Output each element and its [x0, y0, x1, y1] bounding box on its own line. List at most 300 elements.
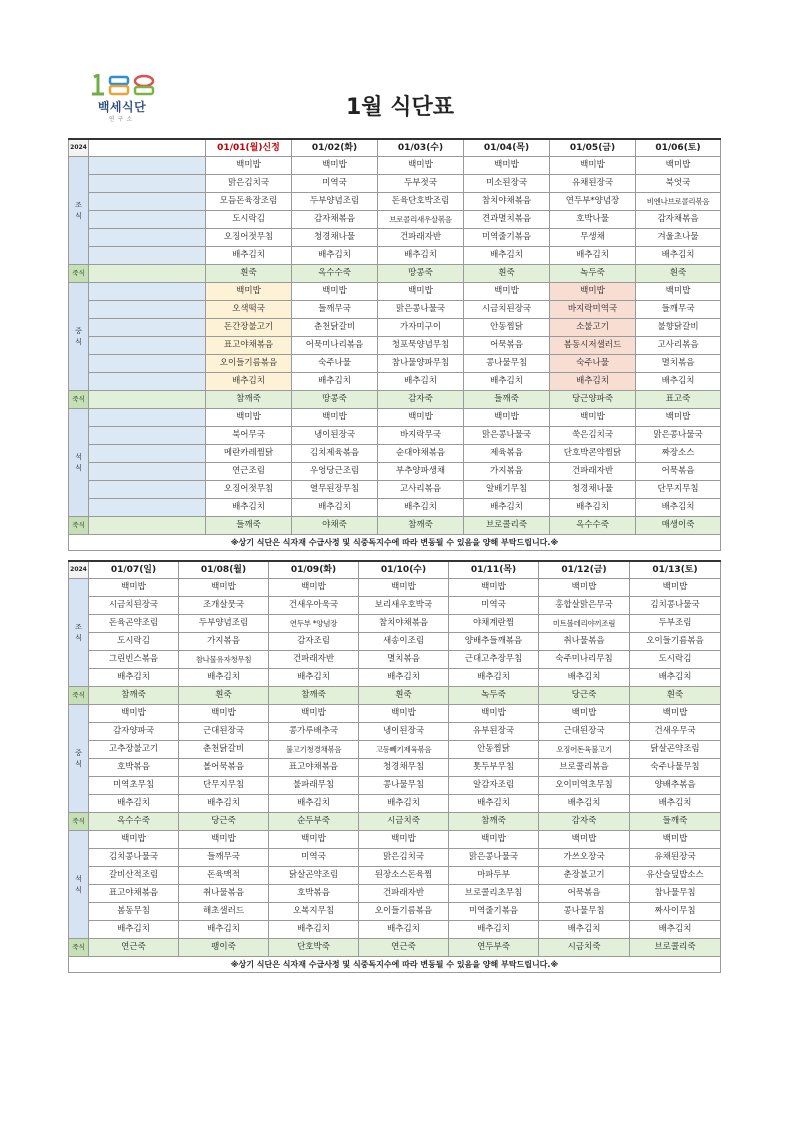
- menu-item-cell: 시금치된장국: [89, 597, 179, 615]
- menu-item-cell: 백미밥: [179, 831, 269, 849]
- porridge-cell: 옥수수죽: [89, 813, 179, 831]
- day-header: 01/01(월)신정: [206, 139, 292, 157]
- header-row: [69, 561, 721, 579]
- lunch-row: [69, 301, 721, 319]
- menu-item-cell: 오징어젓무침: [206, 481, 292, 499]
- menu-item-cell: 호박볶음: [89, 759, 179, 777]
- menu-item-cell: 닭살곤약조림: [630, 741, 721, 759]
- menu-item-cell: 해초샐러드: [179, 903, 269, 921]
- menu-item-cell: 미역국: [449, 597, 539, 615]
- porridge-row: [69, 265, 721, 283]
- menu-item-cell: 백미밥: [89, 705, 179, 723]
- menu-item-cell: 숙주나물: [292, 355, 378, 373]
- menu-item-cell: 백미밥: [179, 705, 269, 723]
- menu-item-cell: 감자채볶음: [636, 211, 721, 229]
- day-header: 01/11(목): [449, 561, 539, 579]
- menu-item-cell: 참치야채볶음: [359, 615, 449, 633]
- menu-item-cell: 유산슬덮밥소스: [630, 867, 721, 885]
- menu-item-cell: [89, 229, 206, 247]
- menu-item-cell: 건새우아욱국: [269, 597, 359, 615]
- lunch-row: [69, 373, 721, 391]
- menu-item-cell: 배추김치: [359, 921, 449, 939]
- menu-item-cell: 열무된장무침: [292, 481, 378, 499]
- menu-item-cell: 백미밥: [378, 409, 464, 427]
- menu-item-cell: 시금치된장국: [464, 301, 550, 319]
- menu-item-cell: 도시락김: [630, 651, 721, 669]
- menu-item-cell: 배추김치: [179, 921, 269, 939]
- menu-item-cell: 부추양파생채: [378, 463, 464, 481]
- lunch-row: [69, 759, 721, 777]
- menu-item-cell: 김치콩나물국: [89, 849, 179, 867]
- menu-item-cell: 청경채나물: [292, 229, 378, 247]
- menu-item-cell: 배추김치: [378, 499, 464, 517]
- breakfast-row: [69, 669, 721, 687]
- lunch-row: [69, 355, 721, 373]
- porridge-cell: 옥수수죽: [550, 517, 636, 535]
- porridge-cell: 감자죽: [539, 813, 630, 831]
- menu-item-cell: 춘천닭갈비: [292, 319, 378, 337]
- menu-item-cell: 백미밥: [359, 579, 449, 597]
- menu-item-cell: 백미밥: [449, 579, 539, 597]
- porridge-row: [69, 939, 721, 957]
- breakfast-row: [69, 157, 721, 175]
- menu-item-cell: 백미밥: [269, 579, 359, 597]
- dinner-row: [69, 427, 721, 445]
- menu-item-cell: 취나물볶음: [539, 633, 630, 651]
- menu-item-cell: [89, 355, 206, 373]
- menu-item-cell: 배추김치: [630, 795, 721, 813]
- menu-item-cell: 가지볶음: [179, 633, 269, 651]
- porridge-cell: 흰죽: [464, 265, 550, 283]
- menu-item-cell: 불고기청경채볶음: [269, 741, 359, 759]
- menu-item-cell: 배추김치: [89, 921, 179, 939]
- header-row: [69, 139, 721, 157]
- menu-item-cell: [89, 445, 206, 463]
- porridge-cell: 흰죽: [179, 687, 269, 705]
- menu-item-cell: [89, 409, 206, 427]
- breakfast-label: 조 식: [69, 157, 89, 265]
- menu-item-cell: 미역줄기볶음: [464, 229, 550, 247]
- day-header: 01/04(목): [464, 139, 550, 157]
- menu-item-cell: 건새우무국: [630, 723, 721, 741]
- porridge-cell: 참깨죽: [378, 517, 464, 535]
- menu-item-cell: 배추김치: [464, 247, 550, 265]
- menu-item-cell: 숙주미나리무침: [539, 651, 630, 669]
- menu-item-cell: 배추김치: [179, 669, 269, 687]
- menu-item-cell: 들깨무국: [636, 301, 721, 319]
- menu-item-cell: 백미밥: [378, 157, 464, 175]
- menu-item-cell: 백미밥: [636, 283, 721, 301]
- menu-item-cell: [89, 481, 206, 499]
- menu-item-cell: 브로콜리초무침: [449, 885, 539, 903]
- week2-menu-table: [68, 560, 721, 973]
- porridge-row: [69, 813, 721, 831]
- lunch-label: 중 식: [69, 283, 89, 391]
- breakfast-row: [69, 633, 721, 651]
- menu-item-cell: 백미밥: [630, 579, 721, 597]
- breakfast-label: 조 식: [69, 579, 89, 687]
- menu-item-cell: 어묵미나리볶음: [292, 337, 378, 355]
- year-label: 2024: [69, 561, 89, 579]
- logo-name: 백세식단: [97, 100, 147, 114]
- menu-item-cell: 두부양념조림: [179, 615, 269, 633]
- menu-item-cell: 배추김치: [550, 373, 636, 391]
- porridge-cell: 참깨죽: [206, 391, 292, 409]
- menu-item-cell: 배추김치: [539, 669, 630, 687]
- menu-item-cell: 북엇국: [636, 175, 721, 193]
- menu-item-cell: 그린빈스볶음: [89, 651, 179, 669]
- menu-item-cell: 냉이된장국: [292, 427, 378, 445]
- menu-item-cell: 들깨무국: [292, 301, 378, 319]
- menu-item-cell: 배추김치: [550, 247, 636, 265]
- porridge-row: [69, 517, 721, 535]
- menu-item-cell: 청경채무침: [359, 759, 449, 777]
- menu-item-cell: 백미밥: [539, 831, 630, 849]
- brand-logo: [84, 74, 160, 124]
- menu-item-cell: 춘천닭갈비: [179, 741, 269, 759]
- menu-item-cell: 오징어젓무침: [206, 229, 292, 247]
- porridge-cell: 흰죽: [206, 265, 292, 283]
- porridge-label: 죽식: [69, 813, 89, 831]
- menu-item-cell: 호박볶음: [269, 885, 359, 903]
- lunch-row: [69, 705, 721, 723]
- menu-item-cell: 멸치볶음: [359, 651, 449, 669]
- porridge-cell: 참깨죽: [269, 687, 359, 705]
- breakfast-row: [69, 175, 721, 193]
- menu-item-cell: 배추김치: [359, 795, 449, 813]
- day-header: 01/06(토): [636, 139, 721, 157]
- menu-item-cell: 가자미구이: [378, 319, 464, 337]
- menu-item-cell: 배추김치: [449, 669, 539, 687]
- menu-item-cell: 미역줄기볶음: [449, 903, 539, 921]
- menu-item-cell: 배추김치: [378, 373, 464, 391]
- menu-item-cell: 모듬돈육장조림: [206, 193, 292, 211]
- menu-item-cell: 취나물볶음: [179, 885, 269, 903]
- menu-item-cell: 콩나물무침: [359, 777, 449, 795]
- menu-item-cell: 콩가루배추국: [269, 723, 359, 741]
- menu-item-cell: 고사리볶음: [378, 481, 464, 499]
- menu-item-cell: 야채계란찜: [449, 615, 539, 633]
- menu-item-cell: 참나물유자청무침: [179, 651, 269, 669]
- menu-item-cell: 배추김치: [359, 669, 449, 687]
- day-header: 01/08(월): [179, 561, 269, 579]
- menu-item-cell: 냉이된장국: [359, 723, 449, 741]
- menu-item-cell: 배추김치: [636, 373, 721, 391]
- menu-item-cell: 미역국: [292, 175, 378, 193]
- menu-item-cell: 배추김치: [179, 795, 269, 813]
- menu-item-cell: 백미밥: [539, 579, 630, 597]
- menu-item-cell: 소불고기: [550, 319, 636, 337]
- breakfast-row: [69, 651, 721, 669]
- dinner-row: [69, 445, 721, 463]
- menu-item-cell: [89, 175, 206, 193]
- menu-item-cell: 알배기무침: [464, 481, 550, 499]
- porridge-row: [69, 687, 721, 705]
- menu-item-cell: 유채된장국: [630, 849, 721, 867]
- menu-item-cell: 유채된장국: [550, 175, 636, 193]
- menu-item-cell: 어묵볶음: [464, 337, 550, 355]
- menu-item-cell: 배추김치: [89, 669, 179, 687]
- porridge-cell: [89, 265, 206, 283]
- menu-item-cell: 김치콩나물국: [630, 597, 721, 615]
- lunch-row: [69, 283, 721, 301]
- menu-item-cell: 안동찜닭: [449, 741, 539, 759]
- menu-item-cell: [89, 427, 206, 445]
- menu-item-cell: 어묵볶음: [539, 885, 630, 903]
- porridge-row: [69, 391, 721, 409]
- menu-item-cell: 배추김치: [464, 499, 550, 517]
- menu-item-cell: 백미밥: [206, 157, 292, 175]
- menu-item-cell: [89, 337, 206, 355]
- dinner-row: [69, 867, 721, 885]
- menu-item-cell: 배추김치: [449, 921, 539, 939]
- menu-item-cell: 고등빼기제육볶음: [359, 741, 449, 759]
- dinner-row: [69, 849, 721, 867]
- menu-item-cell: 건파래자반: [269, 651, 359, 669]
- menu-item-cell: [89, 301, 206, 319]
- menu-item-cell: 맑은콩나물국: [636, 427, 721, 445]
- menu-item-cell: 짜장소스: [636, 445, 721, 463]
- menu-item-cell: 감자채볶음: [292, 211, 378, 229]
- menu-item-cell: 미소된장국: [464, 175, 550, 193]
- menu-item-cell: 알감자조림: [449, 777, 539, 795]
- menu-item-cell: 백미밥: [550, 283, 636, 301]
- menu-item-cell: 비엔나브로콜리볶음: [636, 193, 721, 211]
- menu-item-cell: 고사리볶음: [636, 337, 721, 355]
- menu-item-cell: 백미밥: [292, 157, 378, 175]
- menu-item-cell: 호박나물: [550, 211, 636, 229]
- menu-item-cell: 백미밥: [206, 283, 292, 301]
- menu-item-cell: 백미밥: [359, 831, 449, 849]
- menu-item-cell: 백미밥: [378, 283, 464, 301]
- menu-item-cell: 참나물무침: [630, 885, 721, 903]
- dinner-row: [69, 921, 721, 939]
- menu-item-cell: [89, 463, 206, 481]
- menu-item-cell: 표고야채볶음: [89, 885, 179, 903]
- porridge-cell: 녹두죽: [550, 265, 636, 283]
- menu-item-cell: 미역초무침: [89, 777, 179, 795]
- menu-item-cell: 배추김치: [449, 795, 539, 813]
- menu-item-cell: 백미밥: [292, 283, 378, 301]
- lunch-row: [69, 319, 721, 337]
- page-title: 1월 식단표: [346, 95, 454, 120]
- menu-item-cell: 양배추들깨볶음: [449, 633, 539, 651]
- menu-item-cell: 백미밥: [630, 705, 721, 723]
- menu-item-cell: 돈간장불고기: [206, 319, 292, 337]
- porridge-cell: 브로콜리죽: [630, 939, 721, 957]
- menu-item-cell: 백미밥: [292, 409, 378, 427]
- porridge-cell: 감자죽: [378, 391, 464, 409]
- porridge-cell: 브로콜리죽: [464, 517, 550, 535]
- menu-item-cell: 우엉당근조림: [292, 463, 378, 481]
- menu-item-cell: 두부젓국: [378, 175, 464, 193]
- menu-item-cell: 들깨무국: [179, 849, 269, 867]
- menu-item-cell: 백미밥: [269, 831, 359, 849]
- porridge-cell: 들깨죽: [464, 391, 550, 409]
- dinner-row: [69, 409, 721, 427]
- menu-item-cell: 오색떡국: [206, 301, 292, 319]
- menu-item-cell: 맑은김치국: [359, 849, 449, 867]
- logo-subtitle: 연구소: [108, 116, 136, 123]
- porridge-cell: 당근양파죽: [550, 391, 636, 409]
- day-header: 01/05(금): [550, 139, 636, 157]
- menu-item-cell: 표고야채볶음: [269, 759, 359, 777]
- menu-item-cell: 배추김치: [292, 499, 378, 517]
- menu-item-cell: 배추김치: [630, 921, 721, 939]
- menu-item-cell: 바지락미역국: [550, 301, 636, 319]
- lunch-row: [69, 741, 721, 759]
- menu-item-cell: 표고야채볶음: [206, 337, 292, 355]
- day-header: 01/13(토): [630, 561, 721, 579]
- porridge-cell: 순두부죽: [269, 813, 359, 831]
- menu-item-cell: 마파두부: [449, 867, 539, 885]
- menu-item-cell: [89, 211, 206, 229]
- breakfast-row: [69, 211, 721, 229]
- porridge-cell: 팽이죽: [179, 939, 269, 957]
- notice-text: ※상기 식단은 식자재 수급사정 및 식중독지수에 따라 변동될 수 있음을 양해 부탁드립니다.※: [69, 535, 721, 551]
- dinner-label: 석 식: [69, 409, 89, 517]
- notice-text: ※상기 식단은 식자재 수급사정 및 식중독지수에 따라 변동될 수 있음을 양해 부탁드립니다.※: [69, 957, 721, 973]
- menu-item-cell: 백미밥: [630, 831, 721, 849]
- menu-item-cell: 불파래무침: [269, 777, 359, 795]
- menu-item-cell: [89, 319, 206, 337]
- menu-item-cell: 연근조림: [206, 463, 292, 481]
- menu-item-cell: 춘장불고기: [539, 867, 630, 885]
- menu-item-cell: 근대된장국: [179, 723, 269, 741]
- day-header: 01/02(화): [292, 139, 378, 157]
- menu-item-cell: 홍합살맑은무국: [539, 597, 630, 615]
- menu-item-cell: 갈비산적조림: [89, 867, 179, 885]
- lunch-row: [69, 777, 721, 795]
- menu-item-cell: 백미밥: [89, 579, 179, 597]
- menu-item-cell: 백미밥: [550, 157, 636, 175]
- menu-item-cell: 맑은콩나물국: [449, 849, 539, 867]
- menu-item-cell: 콩나물무침: [539, 903, 630, 921]
- menu-item-cell: 순대야채볶음: [378, 445, 464, 463]
- menu-item-cell: 불향닭갈비: [636, 319, 721, 337]
- menu-item-cell: 두부조림: [630, 615, 721, 633]
- dinner-row: [69, 831, 721, 849]
- menu-item-cell: 건파래자반: [378, 229, 464, 247]
- menu-item-cell: 배추김치: [206, 373, 292, 391]
- menu-item-cell: 배추김치: [206, 499, 292, 517]
- dinner-row: [69, 499, 721, 517]
- porridge-label: 죽식: [69, 687, 89, 705]
- menu-item-cell: 가쓰오장국: [539, 849, 630, 867]
- breakfast-row: [69, 229, 721, 247]
- porridge-cell: 당근죽: [539, 687, 630, 705]
- porridge-label: 죽식: [69, 391, 89, 409]
- menu-item-cell: 맑은김치국: [206, 175, 292, 193]
- menu-item-cell: 배추김치: [630, 669, 721, 687]
- menu-item-cell: 백미밥: [269, 705, 359, 723]
- menu-item-cell: 배추김치: [292, 373, 378, 391]
- logo-mark-icon: [88, 74, 156, 96]
- menu-item-cell: 근대고추장무침: [449, 651, 539, 669]
- menu-item-cell: 배추김치: [539, 921, 630, 939]
- menu-item-cell: 백미밥: [539, 705, 630, 723]
- menu-item-cell: 백미밥: [636, 157, 721, 175]
- menu-item-cell: 톳두부무침: [449, 759, 539, 777]
- menu-item-cell: 감자양파국: [89, 723, 179, 741]
- menu-item-cell: 오복지무침: [269, 903, 359, 921]
- menu-item-cell: 보리새우호박국: [359, 597, 449, 615]
- menu-item-cell: 메란카레찜닭: [206, 445, 292, 463]
- lunch-row: [69, 723, 721, 741]
- menu-item-cell: 연두부 *양념장: [269, 615, 359, 633]
- menu-item-cell: 오징어돈육불고기: [539, 741, 630, 759]
- dinner-label: 석 식: [69, 831, 89, 939]
- menu-item-cell: 백미밥: [464, 157, 550, 175]
- menu-item-cell: 근대된장국: [539, 723, 630, 741]
- menu-item-cell: 백미밥: [206, 409, 292, 427]
- menu-item-cell: 참치야채볶음: [464, 193, 550, 211]
- menu-item-cell: 배추김치: [636, 247, 721, 265]
- menu-item-cell: 바지락무국: [378, 427, 464, 445]
- menu-item-cell: 백미밥: [464, 283, 550, 301]
- breakfast-row: [69, 247, 721, 265]
- menu-item-cell: 된장소스돈육찜: [359, 867, 449, 885]
- lunch-row: [69, 337, 721, 355]
- porridge-cell: 옥수수죽: [292, 265, 378, 283]
- menu-item-cell: 백미밥: [636, 409, 721, 427]
- dinner-row: [69, 903, 721, 921]
- porridge-cell: 들깨죽: [206, 517, 292, 535]
- menu-item-cell: 연두부*양념장: [550, 193, 636, 211]
- menu-item-cell: 맑은콩나물국: [378, 301, 464, 319]
- menu-item-cell: 두부양념조림: [292, 193, 378, 211]
- porridge-label: 죽식: [69, 517, 89, 535]
- day-header: 01/03(수): [378, 139, 464, 157]
- menu-item-cell: 콩나물무침: [464, 355, 550, 373]
- day-header: 01/10(수): [359, 561, 449, 579]
- menu-item-cell: 단무지무침: [179, 777, 269, 795]
- porridge-cell: 표고죽: [636, 391, 721, 409]
- porridge-cell: 흰죽: [359, 687, 449, 705]
- menu-item-cell: 짜사이무침: [630, 903, 721, 921]
- menu-item-cell: 배추김치: [464, 373, 550, 391]
- menu-item-cell: 배추김치: [636, 499, 721, 517]
- porridge-cell: 매생이죽: [636, 517, 721, 535]
- breakfast-row: [69, 193, 721, 211]
- menu-item-cell: 청경채나물: [550, 481, 636, 499]
- menu-item-cell: 백미밥: [359, 705, 449, 723]
- menu-item-cell: 볼어묵볶음: [179, 759, 269, 777]
- menu-item-cell: 감자조림: [269, 633, 359, 651]
- menu-item-cell: 가지볶음: [464, 463, 550, 481]
- menu-item-cell: 새송이조림: [359, 633, 449, 651]
- menu-item-cell: 배추김치: [292, 247, 378, 265]
- menu-item-cell: 브로콜리새우살볶음: [378, 211, 464, 229]
- porridge-cell: 야채죽: [292, 517, 378, 535]
- menu-item-cell: 조개살뭇국: [179, 597, 269, 615]
- menu-item-cell: 양배추볶음: [630, 777, 721, 795]
- breakfast-row: [69, 579, 721, 597]
- menu-item-cell: 배추김치: [378, 247, 464, 265]
- porridge-cell: 연두부죽: [449, 939, 539, 957]
- breakfast-row: [69, 597, 721, 615]
- menu-item-cell: 오이들기름볶음: [206, 355, 292, 373]
- day-header: [89, 139, 206, 157]
- menu-item-cell: 브로콜리볶음: [539, 759, 630, 777]
- porridge-cell: 들깨죽: [630, 813, 721, 831]
- week1-menu-table: [68, 138, 721, 551]
- lunch-row: [69, 795, 721, 813]
- menu-item-cell: 백미밥: [464, 409, 550, 427]
- menu-item-cell: 도시락김: [206, 211, 292, 229]
- porridge-cell: 참깨죽: [449, 813, 539, 831]
- menu-item-cell: [89, 157, 206, 175]
